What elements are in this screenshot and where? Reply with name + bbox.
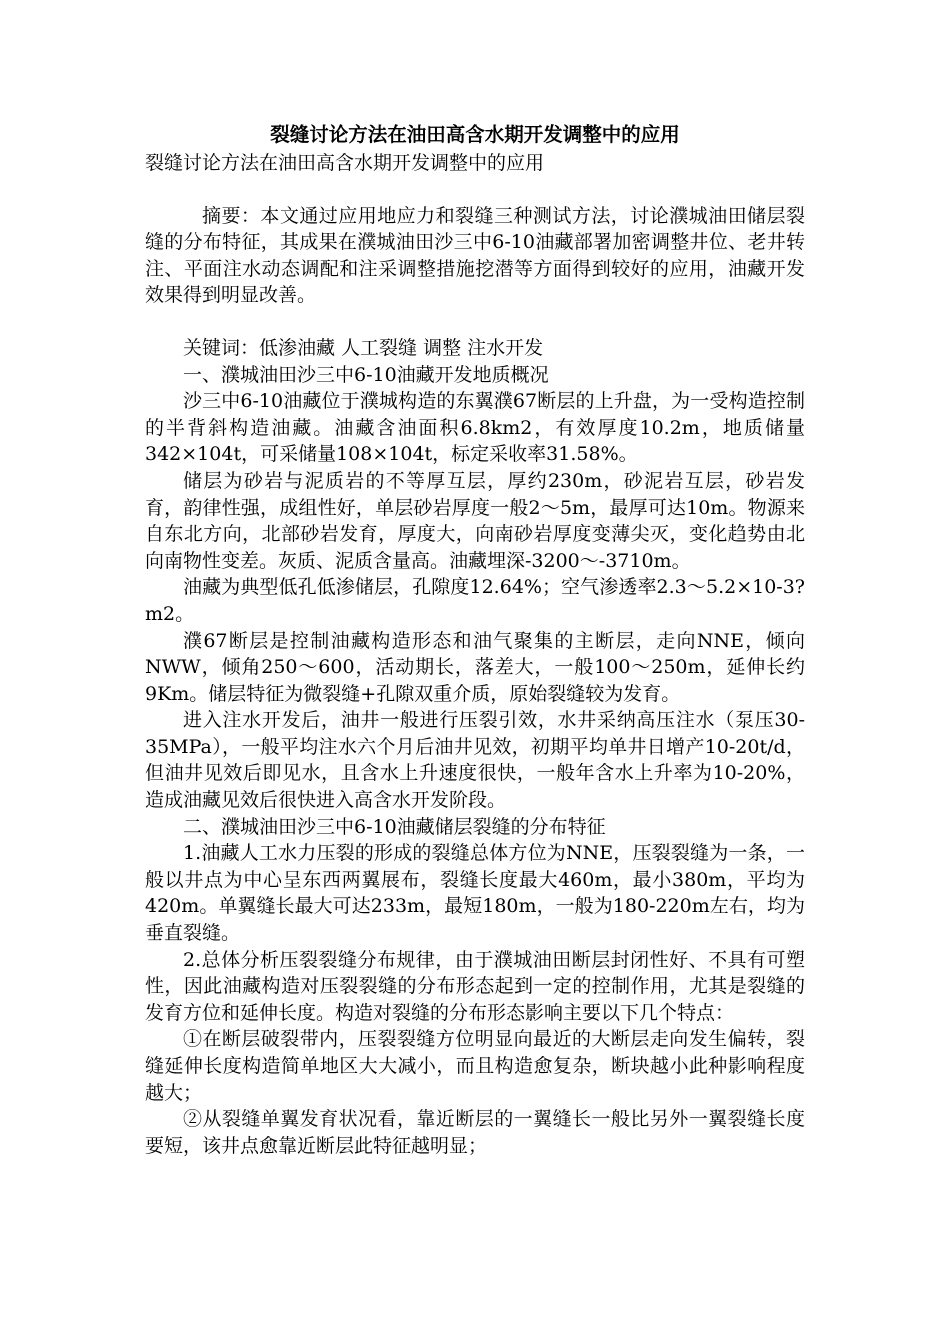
section-heading-2: 二、濮城油田沙三中6-10油藏储层裂缝的分布特征 bbox=[183, 815, 606, 838]
keywords-line: 关键词：低渗油藏 人工裂缝 调整 注水开发 bbox=[183, 336, 544, 359]
body-paragraph: 进入注水开发后，油井一般进行压裂引效，水井采纳高压注水（泵压30-35MPa），一般平均注水六个月后油井见效，初期平均单井日增产10-20t/d，但油井见效后即见水，且含水上升速度很快，一般年含水上升率为10-20%，造成油藏见效后很快进入高含水开发阶段。 bbox=[145, 709, 805, 812]
section-heading-1: 一、濮城油田沙三中6-10油藏开发地质概况 bbox=[183, 363, 549, 386]
body-paragraph: 储层为砂岩与泥质岩的不等厚互层，厚约230m，砂泥岩互层，砂岩发育，韵律性强，成组性好，单层砂岩厚度一般2～5m，最厚可达10m。物源来自东北方向，北部砂岩发育，厚度大，向南砂岩厚度变薄尖灭，变化趋势由北向南物性变差。灰质、泥质含量高。油藏埋深-3200～-3710m。 bbox=[145, 469, 805, 572]
body-paragraph: 2.总体分析压裂裂缝分布规律，由于濮城油田断层封闭性好、不具有可塑性，因此油藏构造对压裂裂缝的分布形态起到一定的控制作用，尤其是裂缝的发育方位和延伸长度。构造对裂缝的分布形态影响主要以下几个特点： bbox=[145, 948, 805, 1024]
document-page bbox=[145, 120, 805, 1159]
document-subtitle: 裂缝讨论方法在油田高含水期开发调整中的应用 bbox=[145, 152, 545, 174]
body-paragraph: 1.油藏人工水力压裂的形成的裂缝总体方位为NNE，压裂裂缝为一条，一般以井点为中心呈东西两翼展布，裂缝长度最大460m，最小380m，平均为420m。单翼缝长最大可达233m，最短180m，一般为180-220m左右，均为垂直裂缝。 bbox=[145, 842, 805, 945]
body-paragraph: 沙三中6-10油藏位于濮城构造的东翼濮67断层的上升盘，为一受构造控制的半背斜构造油藏。油藏含油面积6.8km2，有效厚度10.2m，地质储量342×104t，可采储量108×104t，标定采收率31.58%。 bbox=[145, 390, 805, 466]
body-paragraph: ①在断层破裂带内，压裂裂缝方位明显向最近的大断层走向发生偏转，裂缝延伸长度构造简单地区大大减小，而且构造愈复杂，断块越小此种影响程度越大； bbox=[145, 1028, 805, 1104]
body-paragraph: 濮67断层是控制油藏构造形态和油气聚集的主断层，走向NNE，倾向NWW，倾角250～600，活动期长，落差大，一般100～250m，延伸长约9Km。储层特征为微裂缝+孔隙双重介质，原始裂缝较为发育。 bbox=[145, 629, 805, 705]
abstract-paragraph: 摘要：本文通过应用地应力和裂缝三种测试方法，讨论濮城油田储层裂缝的分布特征，其成果在濮城油田沙三中6-10油藏部署加密调整井位、老井转注、平面注水动态调配和注采调整措施挖潜等方面得到较好的应用，油藏开发效果得到明显改善。 bbox=[145, 204, 805, 307]
document-title: 裂缝讨论方法在油田高含水期开发调整中的应用 bbox=[270, 123, 680, 146]
body-paragraph: ②从裂缝单翼发育状况看，靠近断层的一翼缝长一般比另外一翼裂缝长度要短，该井点愈靠近断层此特征越明显； bbox=[145, 1108, 805, 1157]
body-paragraph: 油藏为典型低孔低渗储层，孔隙度12.64%；空气渗透率2.3～5.2×10-3?m2。 bbox=[145, 576, 805, 625]
